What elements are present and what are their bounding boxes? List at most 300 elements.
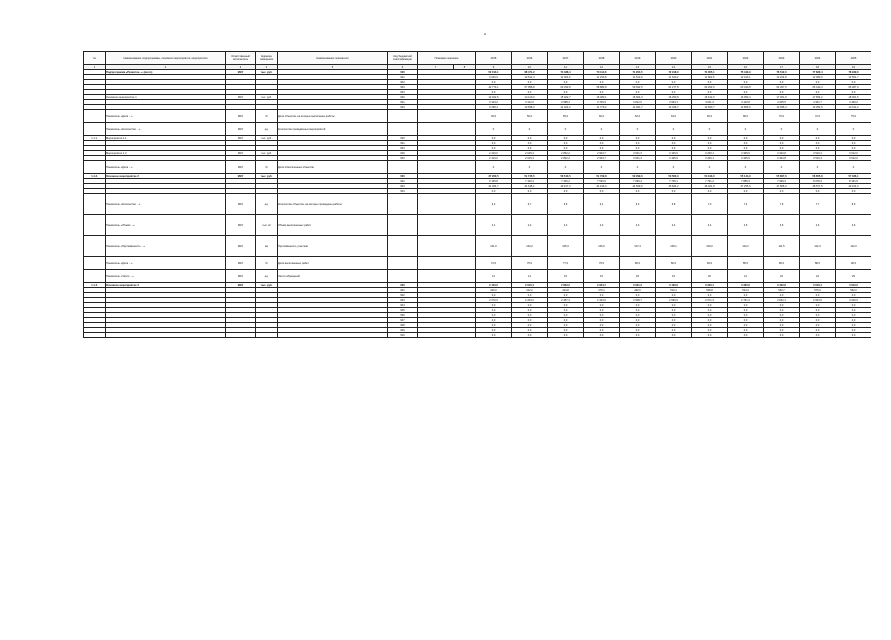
row-value-cell: 105,3 <box>548 236 584 257</box>
row-bk-code: 903 <box>388 105 418 110</box>
row-value-cell: 12 380,0 <box>800 75 836 80</box>
row-bk-code: 902 <box>388 293 418 298</box>
row-value-cell: 0 <box>836 161 872 174</box>
row-value-cell: 86,0 <box>764 257 800 270</box>
row-value-cell: 64 307,5 <box>764 85 800 90</box>
row-value-cell: 16 612,0 <box>692 95 728 100</box>
table-row <box>84 123 872 136</box>
row-value-cell: 0,0 <box>836 308 872 313</box>
row-value-cell: 0,0 <box>836 313 872 318</box>
table-body <box>84 70 872 338</box>
row-number <box>84 236 106 257</box>
row-value-cell: 61 277,8 <box>656 85 692 90</box>
row-value-cell: 113,0 <box>836 236 872 257</box>
row-value-cell: 6,2 <box>476 194 512 215</box>
row-name: Показатель «Протяжённость ...» <box>106 236 226 257</box>
row-value-cell: 14 <box>512 270 548 283</box>
row-value-cell: 7 406,2 <box>548 179 584 184</box>
row-name: Основное мероприятие 1 <box>106 95 226 100</box>
row-value-cell: 51 729,8 <box>584 174 620 179</box>
row-value-cell: 0,0 <box>728 141 764 146</box>
row-number <box>84 215 106 236</box>
row-value-cell: 0,0 <box>512 308 548 313</box>
row-value-cell: 8,0 <box>836 194 872 215</box>
row-value-cell: 0,0 <box>728 303 764 308</box>
row-value-cell: 44 599,6 <box>620 184 656 189</box>
row-value-cell: 0,0 <box>692 323 728 328</box>
row-value-cell: 101,0 <box>476 236 512 257</box>
row-value-cell: 13 611,3 <box>836 105 872 110</box>
row-value-cell: 0,0 <box>548 136 584 141</box>
row-value-cell: 0,0 <box>692 80 728 85</box>
row-value-cell: 2 434,6 <box>584 298 620 303</box>
row-value-cell: 82,0 <box>656 257 692 270</box>
row-value-cell: 2 615,4 <box>512 283 548 288</box>
header-no: № <box>84 52 106 65</box>
row-plan-cell <box>418 257 476 270</box>
row-indicator: Доля обеспеченных объектов <box>278 161 388 174</box>
row-value-cell: 3 200,1 <box>692 156 728 161</box>
row-value-cell: 17 301,9 <box>764 95 800 100</box>
row-name: Подпрограмма «Развитие...» (всего) <box>106 70 226 75</box>
row-plan-cell <box>418 110 476 123</box>
row-value-cell: 2,2 <box>512 215 548 236</box>
row-bk-code: 904 <box>388 303 418 308</box>
row-value-cell: 7 736,1 <box>656 179 692 184</box>
row-value-cell: 55,0 <box>548 110 584 123</box>
row-value-cell: 2 904,7 <box>584 156 620 161</box>
row-bk-code: 903 <box>388 156 418 161</box>
row-value-cell: 0,0 <box>836 328 872 333</box>
row-value-cell: 8 078,3 <box>800 179 836 184</box>
row-value-cell: 12 204,8 <box>764 75 800 80</box>
row-executor: МКУ <box>226 110 256 123</box>
row-value-cell: 45 824,2 <box>656 184 692 189</box>
row-bk-code: 000 <box>388 174 418 179</box>
row-value-cell: 492,6 <box>620 288 656 293</box>
row-value-cell: 0,0 <box>476 318 512 323</box>
row-value-cell: 72 918,0 <box>656 70 692 75</box>
row-value-cell: 2,6 <box>836 215 872 236</box>
row-name: Показатель «Доля ...» <box>106 110 226 123</box>
row-value-cell: 0,0 <box>548 313 584 318</box>
page-mark: " <box>484 34 487 40</box>
row-value-cell: 0 <box>692 123 728 136</box>
row-value-cell: 2 410,0 <box>476 156 512 161</box>
row-value-cell: 74 005,1 <box>692 70 728 75</box>
row-unit: тыс. руб. <box>256 136 278 141</box>
row-value-cell: 0,0 <box>656 146 692 151</box>
row-value-cell: 0,0 <box>476 146 512 151</box>
row-value-cell: 77,0 <box>548 257 584 270</box>
row-bk-code <box>388 270 418 283</box>
row-value-cell: 3 904,1 <box>656 100 692 105</box>
row-value-cell: 12 010,1 <box>728 75 764 80</box>
table-header-row <box>84 52 872 65</box>
table-row <box>84 161 872 174</box>
header-year: 2025 <box>836 52 872 65</box>
row-unit: % <box>256 257 278 270</box>
row-value-cell: 63 333,8 <box>548 85 584 90</box>
row-value-cell: 0 <box>764 123 800 136</box>
row-value-cell: 0,0 <box>620 323 656 328</box>
row-value-cell: 47 808,3 <box>764 184 800 189</box>
row-value-cell: 0 <box>476 123 512 136</box>
row-value-cell: 6 135,8 <box>476 179 512 184</box>
table-row <box>84 236 872 257</box>
col-number: 14 <box>656 65 692 70</box>
row-value-cell: 0,0 <box>692 313 728 318</box>
row-value-cell: 0,0 <box>836 323 872 328</box>
row-value-cell: 0,0 <box>728 80 764 85</box>
row-value-cell: 3 305,6 <box>728 156 764 161</box>
row-value-cell: 0,0 <box>476 313 512 318</box>
row-indicator: Количество объектов, на которых проведены работы <box>278 194 388 215</box>
row-value-cell: 0,0 <box>764 333 800 338</box>
row-value-cell: 0,0 <box>656 303 692 308</box>
row-unit: ед. <box>256 270 278 283</box>
row-unit: тыс. руб. <box>256 174 278 179</box>
row-value-cell: 85,0 <box>728 257 764 270</box>
row-executor: МКУ <box>226 270 256 283</box>
row-value-cell: 7 889,3 <box>728 179 764 184</box>
row-bk-code: 905 <box>388 308 418 313</box>
row-value-cell: 56 655,8 <box>800 174 836 179</box>
row-value-cell: 0,0 <box>620 313 656 318</box>
row-value-cell: 2,4 <box>692 215 728 236</box>
row-plan-cell <box>418 215 476 236</box>
row-unit: тыс. руб. <box>256 283 278 288</box>
row-value-cell: 0,0 <box>728 323 764 328</box>
row-value-cell: 106,0 <box>584 236 620 257</box>
row-bk-code <box>388 194 418 215</box>
row-bk-code: 907 <box>388 318 418 323</box>
row-value-cell: 11 424,3 <box>548 105 584 110</box>
row-value-cell: 0,0 <box>728 90 764 95</box>
row-plan-cell <box>418 161 476 174</box>
row-value-cell: 0,0 <box>548 146 584 151</box>
row-value-cell: 2 842,1 <box>764 298 800 303</box>
row-bk-code: 000 <box>388 136 418 141</box>
row-value-cell: 3 104,2 <box>476 100 512 105</box>
row-value-cell: 0,0 <box>764 318 800 323</box>
row-bk-code: 909 <box>388 328 418 333</box>
header-year: 2015 <box>476 52 512 65</box>
row-value-cell: 2 904,7 <box>584 283 620 288</box>
row-executor: МКУ <box>226 236 256 257</box>
row-value-cell: 44 199,9 <box>584 184 620 189</box>
row-value-cell: 544,3 <box>728 288 764 293</box>
row-value-cell: 0,0 <box>800 141 836 146</box>
row-value-cell: 3 612,0 <box>836 151 872 156</box>
row-value-cell: 0,0 <box>548 333 584 338</box>
row-value-cell: 107,4 <box>620 236 656 257</box>
row-value-cell: 0,0 <box>692 303 728 308</box>
row-bk-code <box>388 110 418 123</box>
program-table <box>83 51 871 338</box>
row-value-cell: 2,3 <box>584 215 620 236</box>
col-number: 1 <box>84 65 106 70</box>
row-value-cell: 109,0 <box>692 236 728 257</box>
row-value-cell: 0,0 <box>656 328 692 333</box>
row-value-cell: 4 205,5 <box>764 100 800 105</box>
row-value-cell: 16 990,4 <box>728 95 764 100</box>
row-value-cell: 0,0 <box>512 328 548 333</box>
row-value-cell: 0,0 <box>800 80 836 85</box>
row-value-cell: 12 346,7 <box>656 105 692 110</box>
col-number: 10 <box>512 65 548 70</box>
row-value-cell: 3 402,8 <box>764 283 800 288</box>
row-value-cell: 0,0 <box>584 308 620 313</box>
row-value-cell: 0,0 <box>764 313 800 318</box>
row-bk-code: 901 <box>388 141 418 146</box>
row-value-cell: 66,0 <box>692 110 728 123</box>
col-number: 3 <box>226 65 256 70</box>
row-executor: МКУ <box>226 70 256 75</box>
row-value-cell: 0,0 <box>476 80 512 85</box>
row-value-cell: 0,0 <box>656 136 692 141</box>
row-name: Основное мероприятие 3 <box>106 283 226 288</box>
row-value-cell: 12 600,7 <box>692 105 728 110</box>
row-value-cell: 2,6 <box>800 215 836 236</box>
row-value-cell: 55 807,6 <box>764 174 800 179</box>
row-value-cell: 0,0 <box>728 189 764 194</box>
row-bk-code: 906 <box>388 313 418 318</box>
row-plan-cell <box>418 123 476 136</box>
row-value-cell: 0,0 <box>836 141 872 146</box>
row-value-cell: 0,0 <box>548 293 584 298</box>
row-value-cell: 42 773,1 <box>476 85 512 90</box>
row-value-cell: 0,0 <box>692 293 728 298</box>
row-value-cell: 12 <box>476 270 512 283</box>
row-unit: тыс. руб. <box>256 95 278 100</box>
row-value-cell: 3 402,8 <box>764 156 800 161</box>
row-value-cell: 75,0 <box>836 110 872 123</box>
row-value-cell: 0,0 <box>620 146 656 151</box>
header-year: 2023 <box>764 52 800 65</box>
row-value-cell: 2,2 <box>548 215 584 236</box>
row-value-cell: 0,0 <box>764 90 800 95</box>
row-value-cell: 2 671,3 <box>692 298 728 303</box>
row-value-cell: 0,0 <box>512 303 548 308</box>
row-value-cell: 0,0 <box>836 318 872 323</box>
row-unit: % <box>256 110 278 123</box>
row-value-cell: 0,0 <box>512 323 548 328</box>
row-value-cell: 49 107,3 <box>548 184 584 189</box>
row-number <box>84 194 106 215</box>
row-indicator: Количество проведённых мероприятий <box>278 123 388 136</box>
row-value-cell: 2 761,3 <box>728 298 764 303</box>
row-value-cell: 2,1 <box>476 215 512 236</box>
row-number: 1.1.2. <box>84 174 106 179</box>
row-value-cell: 0,0 <box>620 80 656 85</box>
row-value-cell: 111,5 <box>764 236 800 257</box>
row-name <box>106 333 226 338</box>
row-executor: МКУ <box>226 123 256 136</box>
row-value-cell: 7 999,3 <box>764 179 800 184</box>
row-value-cell: 0,0 <box>584 136 620 141</box>
row-value-cell: 0,0 <box>548 90 584 95</box>
row-number <box>84 161 106 174</box>
row-value-cell: 0,0 <box>584 318 620 323</box>
row-value-cell: 2 357,4 <box>548 298 584 303</box>
row-bk-code: 903 <box>388 298 418 303</box>
row-value-cell: 11 512,0 <box>620 75 656 80</box>
row-value-cell: 2 070,0 <box>476 298 512 303</box>
row-value-cell: 37 200,5 <box>476 174 512 179</box>
row-value-cell: 88,0 <box>800 257 836 270</box>
row-value-cell: 0 <box>656 161 692 174</box>
row-executor: МКУ <box>226 215 256 236</box>
row-value-cell: 0,0 <box>764 328 800 333</box>
row-value-cell: 49 164,6 <box>836 184 872 189</box>
row-value-cell: 3 812,6 <box>620 100 656 105</box>
row-value-cell: 0,0 <box>584 141 620 146</box>
row-value-cell: 16 250,8 <box>656 95 692 100</box>
row-executor: МКУ <box>226 283 256 288</box>
col-number: 7 <box>418 65 454 70</box>
header-exec: Ответственный исполнитель <box>226 52 256 65</box>
row-value-cell: 78 939,6 <box>836 70 872 75</box>
col-number: 13 <box>620 65 656 70</box>
row-value-cell: 0,0 <box>764 189 800 194</box>
row-value-cell: 2 933,5 <box>800 298 836 303</box>
row-value-cell: 6,7 <box>512 194 548 215</box>
row-value-cell: 11 004,6 <box>548 75 584 80</box>
col-number: 11 <box>548 65 584 70</box>
row-indicator: Протяжённость участков <box>278 236 388 257</box>
row-value-cell: 0,0 <box>620 328 656 333</box>
row-value-cell: 0,0 <box>512 90 548 95</box>
row-value-cell: 0,0 <box>584 189 620 194</box>
row-bk-code: 904 <box>388 189 418 194</box>
row-value-cell: 2 802,2 <box>548 283 584 288</box>
header-unit: Единица измерения <box>256 52 278 65</box>
row-value-cell: 12 551,7 <box>836 75 872 80</box>
row-value-cell: 0,0 <box>548 303 584 308</box>
row-name: Показатель «Количество ...» <box>106 194 226 215</box>
row-value-cell: 6,3 <box>620 194 656 215</box>
row-bk-code: 000 <box>388 70 418 75</box>
row-bk-code: 910 <box>388 333 418 338</box>
row-value-cell: 0 <box>800 123 836 136</box>
row-unit: тыс. руб. <box>256 151 278 156</box>
row-value-cell: 0,0 <box>620 141 656 146</box>
row-value-cell: 0,0 <box>512 333 548 338</box>
row-value-cell: 412,2 <box>512 288 548 293</box>
row-value-cell: 2 203,2 <box>512 298 548 303</box>
row-value-cell: 0,0 <box>692 141 728 146</box>
table-row <box>84 333 872 338</box>
row-unit: % <box>256 161 278 174</box>
row-value-cell: 4 011,3 <box>692 100 728 105</box>
row-value-cell: 0 <box>512 161 548 174</box>
row-value-cell: 560,7 <box>764 288 800 293</box>
row-value-cell: 0 <box>584 161 620 174</box>
row-value-cell: 75 440,9 <box>728 70 764 75</box>
row-value-cell: 7,6 <box>764 194 800 215</box>
row-name: Показатель «Количество ...» <box>106 123 226 136</box>
row-value-cell: 0,0 <box>512 313 548 318</box>
row-bk-code: 901 <box>388 179 418 184</box>
row-value-cell: 0,0 <box>800 146 836 151</box>
row-value-cell: 0,0 <box>764 141 800 146</box>
row-value-cell: 62 202,6 <box>692 85 728 90</box>
row-value-cell: 3 510,4 <box>800 156 836 161</box>
row-value-cell: 68,0 <box>728 110 764 123</box>
col-number: 2 <box>106 65 226 70</box>
row-value-cell: 0,0 <box>656 333 692 338</box>
row-executor: МКУ <box>226 151 256 156</box>
row-value-cell: 57 326,1 <box>836 174 872 179</box>
row-value-cell: 3 305,6 <box>728 151 764 156</box>
row-value-cell: 71 204,5 <box>620 70 656 75</box>
row-value-cell: 2 802,2 <box>548 151 584 156</box>
row-name: Показатель «Объём ...» <box>106 215 226 236</box>
header-name: Наименование подпрограммы, основного мероприятия, мероприятия <box>106 52 226 65</box>
row-name: Показатель «Доля ...» <box>106 257 226 270</box>
row-value-cell: 3 106,9 <box>656 156 692 161</box>
row-value-cell: 3 106,9 <box>656 283 692 288</box>
row-value-cell: 72,0 <box>800 110 836 123</box>
row-value-cell: 0,0 <box>728 333 764 338</box>
row-value-cell: 0,0 <box>800 90 836 95</box>
row-value-cell: 0,0 <box>584 328 620 333</box>
row-value-cell: 0,0 <box>728 146 764 151</box>
row-value-cell: 0,0 <box>476 333 512 338</box>
row-value-cell: 11 779,2 <box>584 105 620 110</box>
row-value-cell: 68 471,2 <box>512 70 548 75</box>
row-value-cell: 62,0 <box>620 110 656 123</box>
row-value-cell: 0,0 <box>764 323 800 328</box>
col-number: 4 <box>256 65 278 70</box>
row-value-cell: 0,0 <box>656 293 692 298</box>
row-value-cell: 0,0 <box>728 318 764 323</box>
col-number: 5 <box>278 65 388 70</box>
row-bk-code: 901 <box>388 75 418 80</box>
row-value-cell: 0,0 <box>764 136 800 141</box>
row-value-cell: 0,0 <box>512 136 548 141</box>
row-value-cell: 19 <box>656 270 692 283</box>
row-value-cell: 11 802,5 <box>692 75 728 80</box>
row-value-cell: 528,8 <box>692 288 728 293</box>
row-executor <box>226 333 256 338</box>
row-value-cell: 0,0 <box>476 90 512 95</box>
row-value-cell: 2 904,7 <box>584 151 620 156</box>
row-value-cell: 31 064,7 <box>476 184 512 189</box>
row-value-cell: 0,0 <box>548 328 584 333</box>
row-value-cell: 0,0 <box>656 80 692 85</box>
col-number: 18 <box>800 65 836 70</box>
row-value-cell: 48 577,5 <box>800 184 836 189</box>
row-value-cell: 0 <box>764 161 800 174</box>
header-year: 2018 <box>584 52 620 65</box>
row-bk-code <box>388 257 418 270</box>
row-plan-cell <box>418 194 476 215</box>
header-year: 2019 <box>620 52 656 65</box>
row-value-cell: 3 001,3 <box>620 156 656 161</box>
header-year: 2020 <box>656 52 692 65</box>
row-value-cell: 510,4 <box>656 288 692 293</box>
row-value-cell: 0,0 <box>728 308 764 313</box>
row-value-cell: 0,0 <box>512 141 548 146</box>
row-plan-cell <box>418 236 476 257</box>
row-value-cell: 60,0 <box>584 110 620 123</box>
row-value-cell: 15 <box>548 270 584 283</box>
row-value-cell: 56 513,5 <box>548 174 584 179</box>
row-unit: ед. <box>256 194 278 215</box>
row-value-cell: 13 096,4 <box>764 105 800 110</box>
